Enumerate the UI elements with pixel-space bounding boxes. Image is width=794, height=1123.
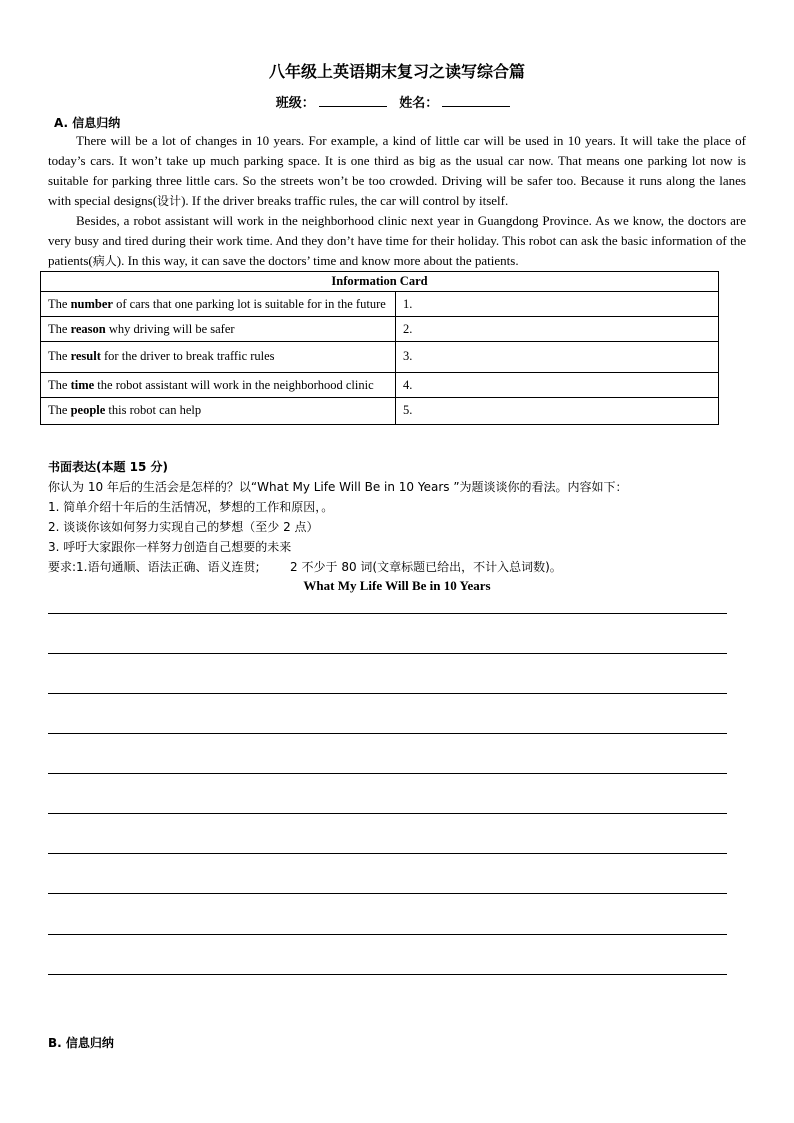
writing-point-3: 3. 呼吁大家跟你一样努力创造自己想要的未来 — [48, 540, 292, 554]
info-card-question: The result for the driver to break traffic rules — [41, 342, 396, 373]
name-label: 姓名： — [399, 96, 439, 111]
info-card-title: Information Card — [41, 272, 719, 292]
writing-line[interactable] — [48, 853, 727, 854]
writing-line[interactable] — [48, 653, 727, 654]
info-card-question: The reason why driving will be safer — [41, 317, 396, 342]
answer-cell-5[interactable]: 5. — [396, 398, 719, 425]
writing-line[interactable] — [48, 893, 727, 894]
info-card-title-row — [41, 272, 719, 292]
info-card-row — [41, 317, 719, 342]
class-blank[interactable] — [319, 94, 387, 107]
class-label: 班级： — [275, 96, 315, 111]
writing-point-2: 2. 谈谈你该如何努力实现自己的梦想（至少 2 点） — [48, 520, 319, 534]
info-card-row — [41, 292, 719, 317]
page-title: 八年级上英语期末复习之读写综合篇 — [268, 62, 525, 81]
writing-requirement: 要求:1.语句通顺、语法正确、语义连贯; 2 不少于 80 词(文章标题已给出，不计入总词数)。 — [48, 560, 562, 574]
writing-line[interactable] — [48, 934, 727, 935]
writing-line[interactable] — [48, 613, 727, 614]
writing-section-heading: 书面表达(本题 15 分) — [48, 460, 169, 474]
info-card-row — [41, 342, 719, 373]
student-info-line — [0, 92, 794, 111]
answer-cell-2[interactable]: 2. — [396, 317, 719, 342]
passage-paragraph-2: Besides, a robot assistant will work in the neighborhood clinic next year in Guangdong Province. As we know, the doctors are very busy and tired during their work time. And they don’t have time for their holiday. This robot can ask the basic information of the patients(病人). In this way, it can save the doctors’ time and know more about the patients. — [48, 213, 746, 268]
info-card-row — [41, 398, 719, 425]
info-card-row — [41, 373, 719, 398]
answer-cell-1[interactable]: 1. — [396, 292, 719, 317]
writing-line[interactable] — [48, 974, 727, 975]
info-card-question: The number of cars that one parking lot is suitable for in the future — [41, 292, 396, 317]
reading-passage — [48, 131, 746, 271]
writing-line[interactable] — [48, 773, 727, 774]
passage-paragraph-1: There will be a lot of changes in 10 years. For example, a kind of little car will be used in 10 years. It will take the place of today’s cars. It won’t take up much parking space. It is one third as big as the usual car now. That means one parking lot now is suitable for parking three little cars. So the streets won’t be too crowded. Driving will be safer too. Because it runs along the lanes with special designs(设计). If the driver breaks traffic rules, the car will control by itself. — [48, 133, 746, 208]
info-card-question: The people this robot can help — [41, 398, 396, 425]
answer-cell-4[interactable]: 4. — [396, 373, 719, 398]
information-card-table — [40, 271, 719, 425]
writing-line[interactable] — [48, 733, 727, 734]
writing-line[interactable] — [48, 813, 727, 814]
writing-line[interactable] — [48, 693, 727, 694]
essay-title: What My Life Will Be in 10 Years — [303, 578, 491, 593]
section-a-heading: A. 信息归纳 — [54, 116, 121, 130]
answer-cell-3[interactable]: 3. — [396, 342, 719, 373]
section-b-heading: B. 信息归纳 — [48, 1036, 114, 1050]
info-card-question: The time the robot assistant will work in the neighborhood clinic — [41, 373, 396, 398]
writing-point-1: 1. 简单介绍十年后的生活情况，梦想的工作和原因，。 — [48, 500, 334, 514]
name-blank[interactable] — [442, 94, 510, 107]
writing-prompt: 你认为 10 年后的生活会是怎样的？以“What My Life Will Be in 10 Years ”为题谈谈你的看法。内容如下： — [48, 480, 628, 494]
